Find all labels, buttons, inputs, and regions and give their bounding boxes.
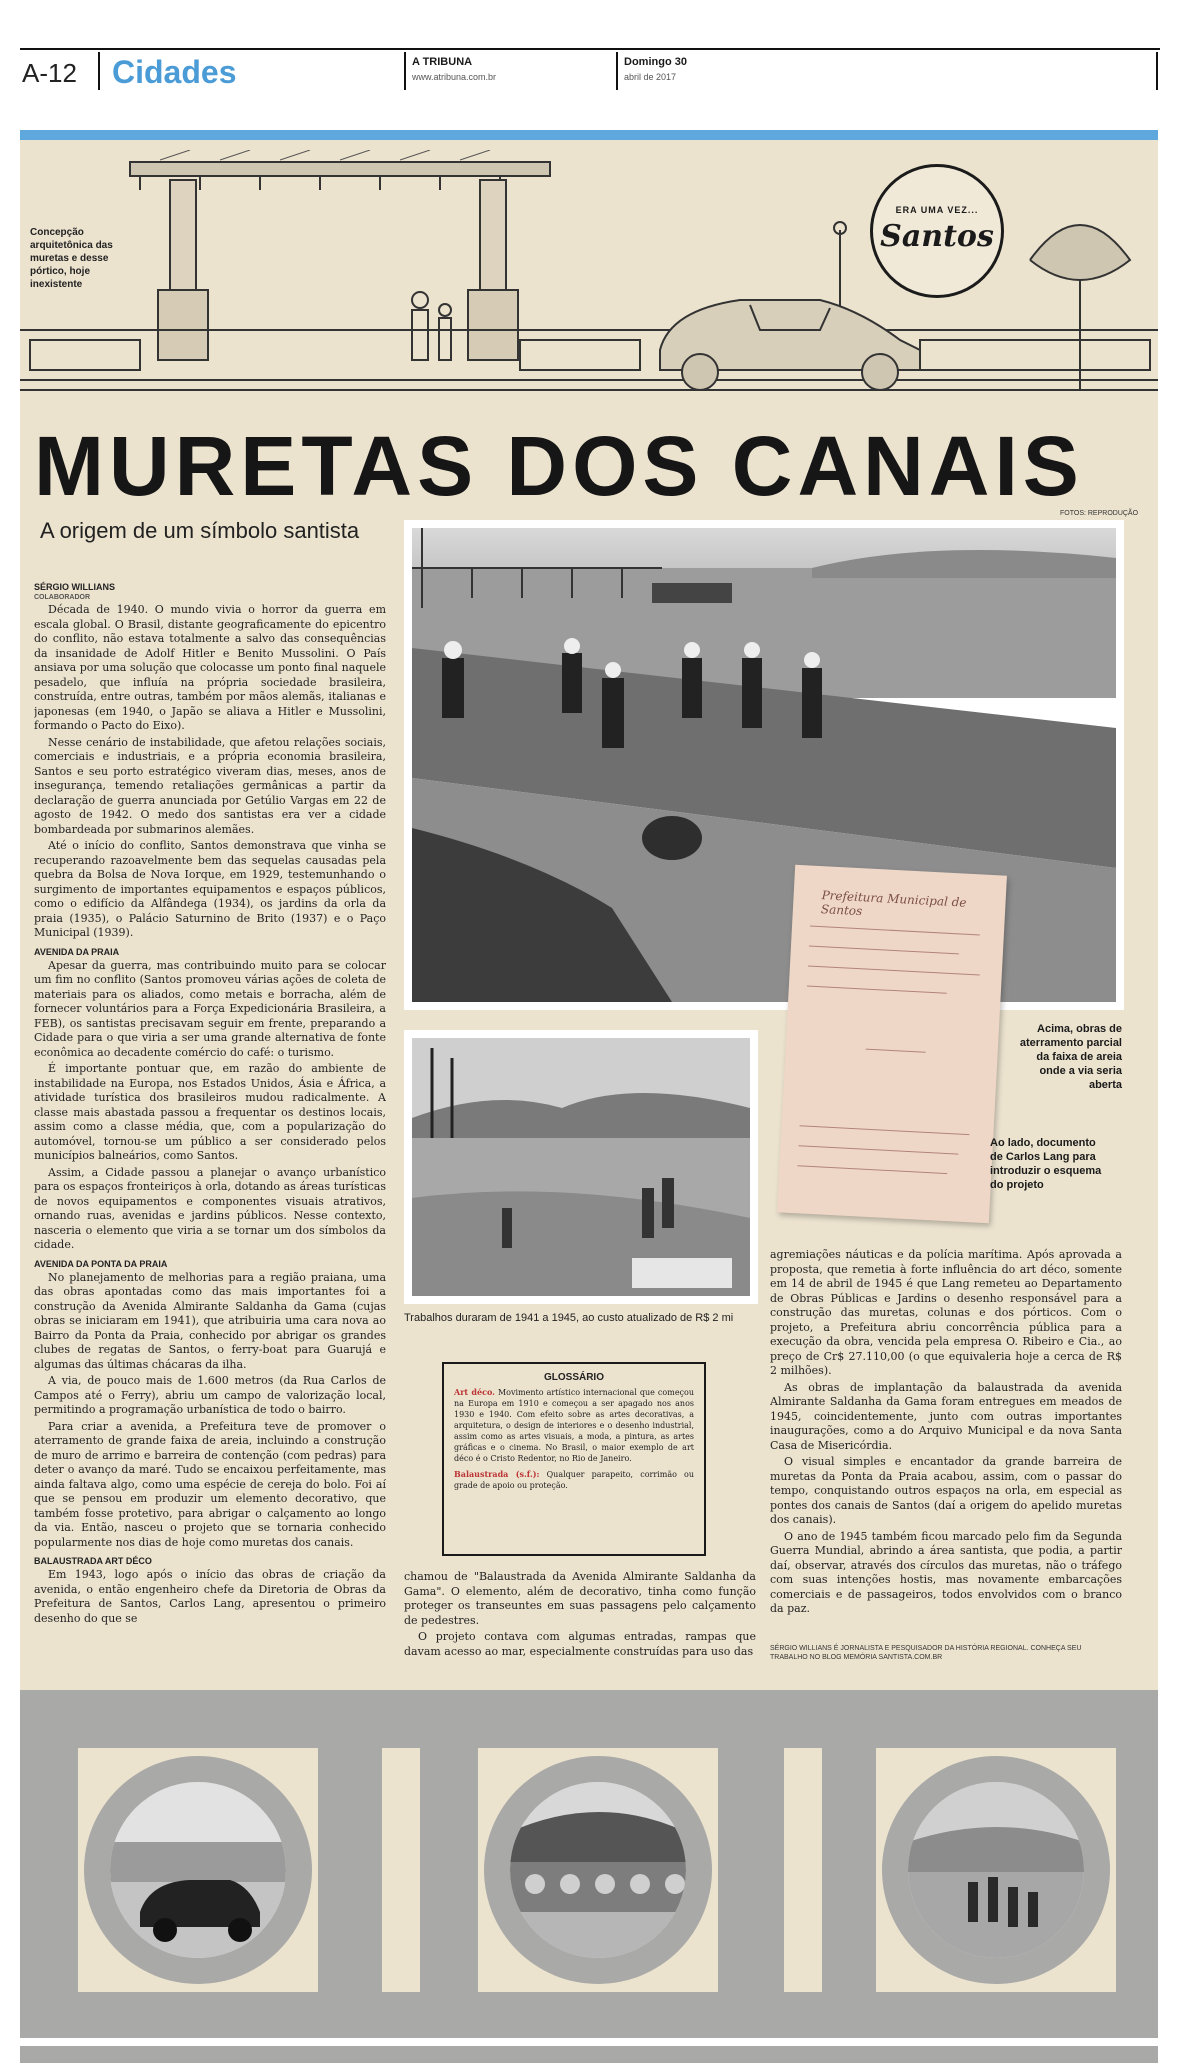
subhead: AVENIDA DA PRAIA [34,946,120,957]
paragraph: Nesse cenário de instabilidade, que afetou relações sociais, comerciais e industriais, e a própria economia brasileira, Santos e seu porto estratégico viveram dias, meses, anos de insegurança, temendo retaliações germânicas a partir da declaração de guerra anunciada por Getúlio Vargas em 22 de agosto de 1942. O medo dos santistas era ver a cidade bombardeada por submarinos alemães. [34,735,386,836]
paragraph: O projeto contava com algumas entradas, rampas que davam acesso ao mar, especialmente construídas para uso das [404,1630,756,1658]
glossary-definition: Qualquer parapeito, corrimão ou grade de apoio ou proteção. [454,1470,694,1490]
paragraph: chamou de "Balaustrada da Avenida Almirante Saldanha da Gama". O elemento, além de decorativo, tinha como função proteger os transeuntes em suas passagens pelo calçamento de pedestres. [404,1570,756,1627]
article-subtitle: A origem de um símbolo santista [40,518,360,543]
publication-url[interactable]: www.atribuna.com.br [412,72,497,82]
header-divider [1156,52,1158,90]
main-photo[interactable] [404,520,1124,1010]
author-footnote: SÉRGIO WILLIANS É JORNALISTA E PESQUISADOR DA HISTÓRIA REGIONAL. CONHEÇA SEU TRABALHO NO BLOG MEMÓRIA SANTISTA.COM.BR [770,1645,1082,1661]
construction-photo[interactable] [404,1030,758,1304]
paragraph: Para criar a avenida, a Prefeitura teve de promover o aterramento de grande faixa de areia, incluindo a construção de muro de arrimo e barreira de contenção (com pedras) para deter o avanço da maré. Tudo se encaixou perfeitamente, mas ainda faltava algo, como uma espécie de cereja do bolo. Foi aí que se pensou em produzir um elemento decorativo, que também fosse protetivo, para abrigar o calçamento ao longo da via. Então, nasceu o projeto que se tornaria conhecido popularmente nos dias de hoje como muretas dos canais. [34,1419,386,1549]
paragraph: O visual simples e encantador da grande barreira de muretas da Ponta da Praia acabou, assim, com o passar do tempo, conquistando outros espaços na orla, em especial as pontes dos canais de Santos (daí a origem do apelido muretas dos canais). [770,1455,1122,1526]
glossary-term: Art déco. [454,1387,495,1397]
paragraph: Década de 1940. O mundo vivia o horror da guerra em escala global. O Brasil, distante geograficamente do epicentro do conflito, não estava totalmente a salvo das consequências da insanidade de Adolf Hitler e Benito Mussolini. O País ansiava por uma solução que colocasse um ponto final naquele pesadelo, que influía na própria sociedade brasileira, construída, entre outras, também por mãos alemãs, italianas e japonesas (em 1940, o Japão se aliava a Hitler e Mussolini, formando o Pacto do Eixo). [34,603,386,732]
header-divider [98,52,100,90]
document-line [807,985,947,993]
paragraph: Até o início do conflito, Santos demonstrava que vinha se recuperando razoavelmente bem das sequelas causadas pela quebra da Bolsa de Nova Iorque, em 1929, testemunhando o surgimento de importantes equipamentos e espaços públicos, como o edifício da Alfândega (1934), os jardins da orla da praia (1935), o Palácio Saturnino de Brito (1937) e o Paço Municipal (1939). [34,839,386,939]
glossary-term: Balaustrada (s.f.): [454,1469,540,1479]
publication-name: A TRIBUNA [412,56,473,68]
document-line [800,1125,970,1135]
document-line [866,1049,926,1053]
glossary-heading: GLOSSÁRIO [543,1372,604,1383]
historic-document[interactable] [777,865,1007,1224]
medallion-balustrade[interactable] [484,1756,712,1984]
caption-document: Ao lado, documento de Carlos Lang para introduzir o esquema do projeto [990,1137,1102,1191]
date-month: abril de 2017 [624,72,677,82]
photo-caption: Trabalhos duraram de 1941 a 1945, ao custo atualizado de R$ 2 mi [404,1312,734,1324]
seal-tagline: ERA UMA VEZ... [895,205,979,215]
photo-credit: FOTOS: REPRODUÇÃO [1060,510,1139,517]
middle-text-column [404,1570,756,1660]
article-title: MURETAS DOS CANAIS [34,419,1084,513]
paragraph: As obras de implantação da balaustrada da avenida Almirante Saldanha da Gama foram entregues em meados de 1945, coincidentemente, junto com outras importantes inaugurações, como a do Arquivo Municipal e da nova Santa Casa de Misericórdia. [770,1380,1122,1452]
sketch-caption: Concepção arquitetônica das muretas e desse pórtico, hoje inexistente [30,227,113,290]
medallion-workers[interactable] [882,1756,1110,1984]
header-divider [616,52,618,90]
medallion-car[interactable] [84,1756,312,1984]
section-title[interactable]: Cidades [112,54,237,90]
date-day: Domingo 30 [624,56,687,68]
paragraph: Apesar da guerra, mas contribuindo muito para se colocar um fim no conflito (Santos promoveu várias ações de coleta de materiais para os aliados, como metais e borracha, além de fornecer voluntários para a Força Expedicionária Brasileira, a FEB), os santistas precisavam seguir em frente, preparando a Cidade para o que viria a ser uma grande alternativa de fonte econômica ao decadente comércio do café: o turismo. [34,958,386,1059]
paragraph: Assim, a Cidade passou a planejar o avanço urbanístico para os espaços fronteiriços à orla, dotando as áreas turísticas de novos equipamentos e componentes visuais atrativos, ornando ruas, avenidas e jardins públicos. Nesse contexto, nasceria o elemento que viria a se tornar um dos símbolos da cidade. [34,1165,386,1251]
bottom-strip [20,2046,1158,2063]
glossary-definition: Movimento artístico internacional que começou na Europa em 1910 e começou a ser apagado nos anos 1930 e 1940. Com efeito sobre as artes decorativas, a arquitetura, o design de interiores e o desenho industrial, assim como as artes visuais, a moda, a pintura, as artes gráficas e o cinema. No Brasil, o maior exemplo de art déco é o Cristo Redentor, no Rio de Janeiro. [454,1388,695,1463]
paragraph: agremiações náuticas e da polícia marítima. Após aprovada a proposta, que remetia à forte influência do art déco, somente em 14 de abril de 1945 é que Lang remeteu ao Departamento de Obras Públicas e Jardins o desenho responsável para a construção das muretas, colunas e dos pórticos. Com o projeto, a Prefeitura abriu concorrência pública para a execução da obra, vencida pela empresa O. Ribeiro e Cia., ao preço de Cr$ 27.110,00 (o que equivaleria hoje a cerca de R$ 2 milhões). [770,1248,1122,1377]
document-line [797,1165,947,1174]
paragraph: Em 1943, logo após o início das obras de criação da avenida, o então engenheiro chefe da Diretoria de Obras da Prefeitura de Santos, Carlos Lang, apresentou o primeiro desenho do que se [34,1568,386,1625]
byline: SÉRGIO WILLIANS [34,582,115,592]
paragraph: É importante pontuar que, em razão do ambiente de instabilidade na Europa, nos Estados Unidos, Ásia e África, a atividade turística dos brasileiros mudou radicalmente. A classe mais abastada passou a frequentar os destinos locais, assim como a classe média, que, com a popularização do automóvel, tornou-se um público a ser considerado pelos municípios balneários, como Santos. [34,1062,386,1162]
header-divider [404,52,406,90]
glossary-box [442,1362,706,1556]
seal-title: Santos [880,219,994,254]
document-header: Prefeitura Municipal de Santos [820,888,967,919]
decorative-bar [382,1748,420,1992]
paragraph: A via, de pouco mais de 1.600 metros (da Rua Carlos de Campos até o Ferry), abriu um campo de valorização local, permitindo a programação urbanística de todo o bairro. [34,1374,386,1416]
subhead: BALAUSTRADA ART DÉCO [34,1556,152,1566]
column-seal [870,164,1004,298]
paragraph: No planejamento de melhorias para a região praiana, uma das obras apontadas como das mais importantes foi a construção da Avenida Almirante Saldanha da Gama (cujas obras se iniciaram em 1941), que atribuiria uma cara nova ao Bairro da Ponta da Praia, conhecido por abrigar os grandes clubes de regatas de Santos, o ferry-boat para Guarujá e algumas das últimas chácaras da ilha. [34,1270,386,1371]
document-line [799,1145,959,1154]
byline-role: COLABORADOR [34,594,90,601]
glossary-entry [454,1469,694,1491]
paragraph: O ano de 1945 também ficou marcado pelo fim da Segunda Guerra Mundial, abrindo a área santista, que podia, a partir daí, observar, através dos círculos das muretas, não o tráfego com suas intenções hostis, mas novamente embarcações comerciais e de passageiros, todos envolvidos com o branco da paz. [770,1529,1122,1615]
page-number: A-12 [22,58,77,88]
caption-top-right: Acima, obras de aterramento parcial da faixa de areia onde a via seria aberta [1019,1023,1122,1091]
subhead: AVENIDA DA PONTA DA PRAIA [34,1258,168,1269]
document-line [809,946,959,955]
left-text-column [34,576,386,1656]
decorative-bar [784,1748,822,1992]
document-line [810,926,980,936]
page-header [20,48,1160,92]
glossary-entry [454,1387,694,1464]
right-text-column [770,1248,1122,1640]
document-line [808,965,980,975]
